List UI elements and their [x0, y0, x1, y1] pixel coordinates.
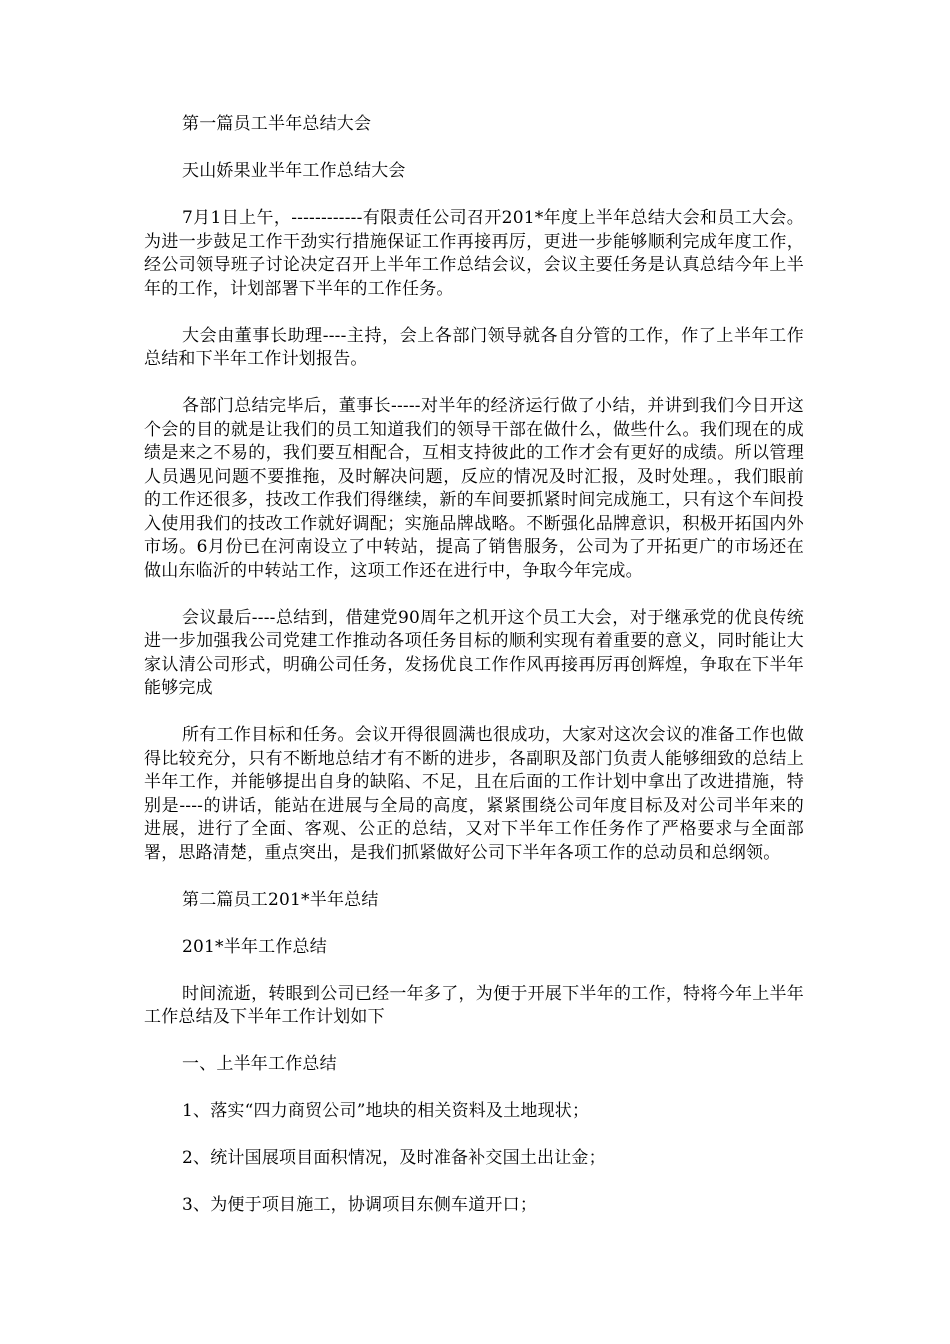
section-heading-1: 第一篇员工半年总结大会	[182, 114, 372, 134]
body-paragraph: 会议最后----总结到，借建党90周年之机开这个员工大会，对于继承党的优良传统进一步加强我公司党建工作推动各项任务目标的顺利实现有着重要的意义，同时能让大家认清公司形式，明确公司任务，发扬优良工作作风再接再厉再创辉煌，争取在下半年能够完成	[144, 607, 804, 698]
list-item: 1、落实“四力商贸公司”地块的相关资料及土地现状；	[182, 1101, 590, 1121]
subheading-1: 天山娇果业半年工作总结大会	[182, 161, 406, 181]
body-paragraph: 大会由董事长助理----主持，会上各部门领导就各自分管的工作，作了上半年工作总结和下半年工作计划报告。	[144, 325, 804, 369]
list-heading: 一、上半年工作总结	[182, 1054, 337, 1074]
section-heading-2: 第二篇员工201*半年总结	[182, 889, 379, 910]
document-body	[144, 113, 804, 1241]
body-paragraph: 各部门总结完毕后，董事长-----对半年的经济运行做了小结，并讲到我们今日开这个会的目的就是让我们的员工知道我们的领导干部在做什么，做些什么。我们现在的成绩是来之不易的，我们要互相配合，互相支持彼此的工作才会有更好的成绩。所以管理人员遇见问题不要推拖，及时解决问题，反应的情况及时汇报，及时处理。，我们眼前的工作还很多，技改工作我们得继续，新的车间要抓紧时间完成施工，只有这个车间投入使用我们的技改工作就好调配；实施品牌战略。不断强化品牌意识，积极开拓国内外市场。6月份已在河南设立了中转站，提高了销售服务，公司为了开拓更广的市场还在做山东临沂的中转站工作，这项工作还在进行中，争取今年完成。	[144, 396, 804, 581]
body-paragraph: 7月1日上午，------------有限责任公司召开201*年度上半年总结大会和员工大会。为进一步鼓足工作干劲实行措施保证工作再接再厉，更进一步能够顺利完成年度工作，经公司领导班子讨论决定召开上半年工作总结会议，会议主要任务是认真总结今年上半年的工作，计划部署下半年的工作任务。	[144, 208, 804, 299]
list-item: 2、统计国展项目面积情况，及时准备补交国土出让金；	[182, 1148, 606, 1168]
list-item: 3、为便于项目施工，协调项目东侧车道开口；	[182, 1195, 538, 1215]
body-paragraph: 时间流逝，转眼到公司已经一年多了，为便于开展下半年的工作，特将今年上半年工作总结及下半年工作计划如下	[144, 983, 804, 1027]
body-paragraph: 所有工作目标和任务。会议开得很圆满也很成功，大家对这次会议的准备工作也做得比较充分，只有不断地总结才有不断的进步，各副职及部门负责人能够细致的总结上半年工作，并能够提出自身的缺陷、不足，且在后面的工作计划中拿出了改进措施，特别是----的讲话，能站在进展与全局的高度，紧紧围绕公司年度目标及对公司半年来的进展，进行了全面、客观、公正的总结，又对下半年工作任务作了严格要求与全面部署，思路清楚，重点突出，是我们抓紧做好公司下半年各项工作的总动员和总纲领。	[144, 725, 804, 863]
subheading-2: 201*半年工作总结	[182, 936, 327, 957]
